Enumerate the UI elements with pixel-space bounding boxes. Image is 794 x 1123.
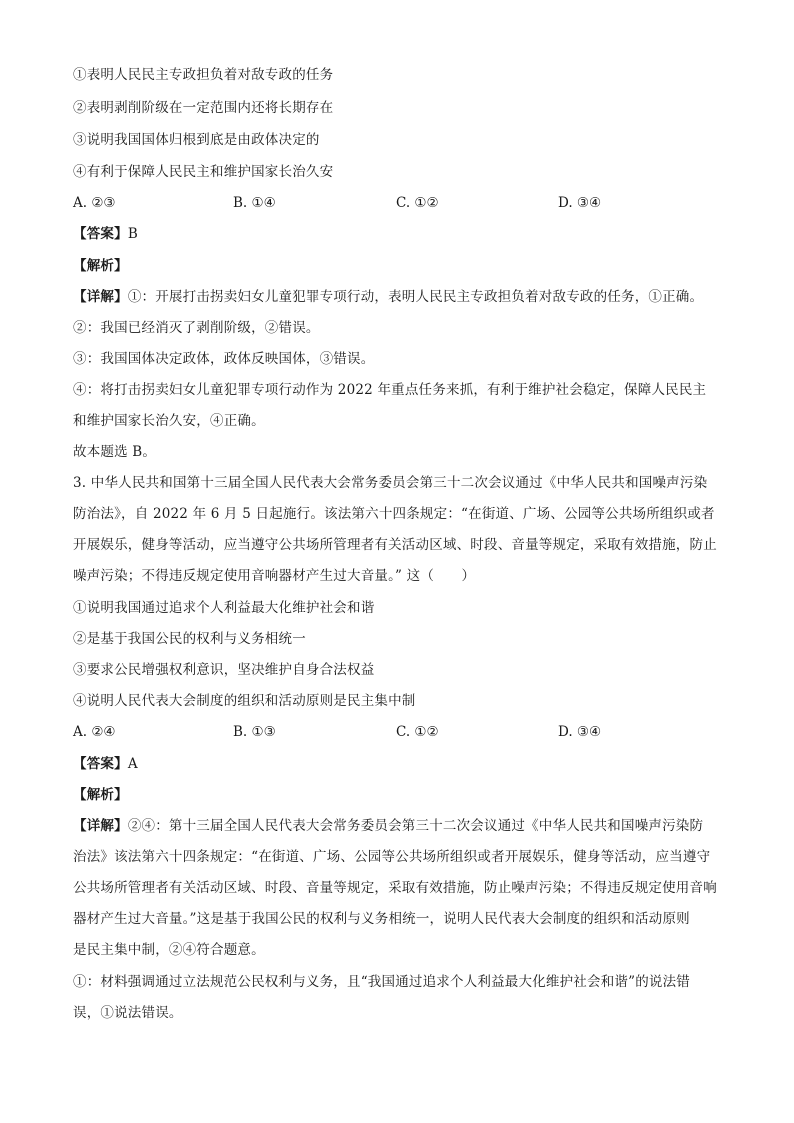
q3-detail-6: ①：材料强调通过立法规范公民权利与义务，且“我国通过追求个人利益最大化维护社会和谐”的说法错 [73, 974, 691, 990]
q2-detail-3: ③：我国国体决定政体，政体反映国体，③错误。 [73, 351, 375, 367]
q3-stem-1: 3. 中华人民共和国第十三届全国人民代表大会常务委员会第三十二次会议通过《中华人民共和国噪声污染 [73, 475, 708, 491]
q3-option-c: C. ①② [396, 724, 439, 740]
q2-conclusion: 故本题选 B。 [73, 444, 157, 460]
answer-value: B [127, 226, 138, 242]
q2-option-b: B. ①④ [233, 195, 276, 211]
q3-stem-3: 开展娱乐，健身等活动，应当遵守公共场所管理者有关活动区域、时段、音量等规定，采取有效措施，防止 [73, 537, 717, 553]
q3-detail-5: 是民主集中制，②④符合题意。 [73, 942, 265, 958]
answer-value: A [127, 756, 138, 772]
q2-detail-1 [73, 287, 703, 307]
q3-stem-4: 噪声污染；不得违反规定使用音响器材产生过大音量。” 这（ ） [73, 568, 476, 584]
q3-detail-1 [73, 816, 703, 836]
q2-statement-3: ③说明我国国体归根到底是由政体决定的 [73, 132, 320, 148]
answer-label: 【答案】 [73, 226, 128, 242]
detail-label: 【详解】 [73, 289, 128, 305]
q3-statement-3: ③要求公民增强权利意识，坚决维护自身合法权益 [73, 662, 375, 678]
q3-detail-7: 误，①说法错误。 [73, 1005, 183, 1021]
q2-analysis-label: 【解析】 [73, 258, 128, 274]
q3-detail-4: 器材产生过大音量。”这是基于我国公民的权利与义务相统一，说明人民代表大会制度的组织和活动原则 [73, 911, 690, 927]
detail-text: ①：开展打击拐卖妇女儿童犯罪专项行动，表明人民民主专政担负着对敌专政的任务，①正确。 [127, 289, 704, 305]
q2-option-a: A. ②③ [73, 195, 116, 211]
q3-stem-2: 防治法》，自 2022 年 6 月 5 日起施行。该法第六十四条规定：“在街道、广场、公园等公共场所组织或者 [73, 506, 715, 522]
q2-answer [73, 224, 138, 244]
q2-detail-2: ②：我国已经消灭了剥削阶级，②错误。 [73, 320, 320, 336]
q2-statement-2: ②表明剥削阶级在一定范围内还将长期存在 [73, 100, 334, 116]
q3-answer [73, 754, 138, 774]
q3-detail-3: 公共场所管理者有关活动区域、时段、音量等规定，采取有效措施，防止噪声污染；不得违反规定使用音响 [73, 880, 717, 896]
q3-option-b: B. ①③ [233, 724, 276, 740]
q2-option-c: C. ①② [396, 195, 439, 211]
q2-detail-4b: 和维护国家长治久安，④正确。 [73, 413, 265, 429]
q2-statement-1: ①表明人民民主专政担负着对敌专政的任务 [73, 67, 334, 83]
detail-label: 【详解】 [73, 818, 128, 834]
answer-label: 【答案】 [73, 756, 128, 772]
q3-analysis-label: 【解析】 [73, 787, 128, 803]
q3-option-a: A. ②④ [73, 724, 116, 740]
q3-detail-2: 治法》该法第六十四条规定：“在街道、广场、公园等公共场所组织或者开展娱乐，健身等活动，应当遵守 [73, 849, 711, 865]
q2-statement-4: ④有利于保障人民民主和维护国家长治久安 [73, 164, 334, 180]
q3-statement-4: ④说明人民代表大会制度的组织和活动原则是民主集中制 [73, 693, 416, 709]
q3-option-d: D. ③④ [558, 724, 602, 740]
q2-option-d: D. ③④ [558, 195, 602, 211]
q3-statement-1: ①说明我国通过追求个人利益最大化维护社会和谐 [73, 600, 375, 616]
q2-detail-4a: ④：将打击拐卖妇女儿童犯罪专项行动作为 2022 年重点任务来抓，有利于维护社会稳定，保障人民民主 [73, 382, 707, 398]
q3-statement-2: ②是基于我国公民的权利与义务相统一 [73, 631, 306, 647]
detail-text: ②④：第十三届全国人民代表大会常务委员会第三十二次会议通过《中华人民共和国噪声污染防 [127, 818, 704, 834]
